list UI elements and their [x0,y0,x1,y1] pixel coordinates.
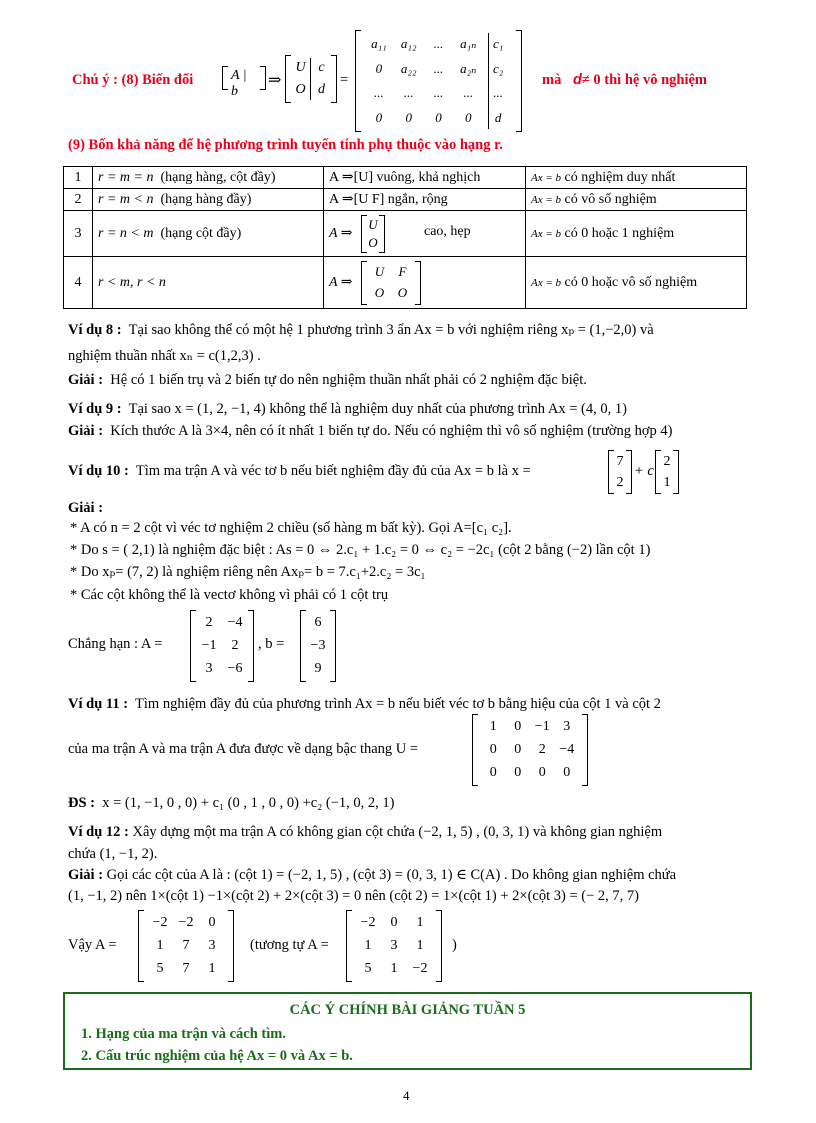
m: 7 [182,937,190,953]
m: 3 [205,660,213,676]
m: 1 [156,937,164,953]
ex8-label: Ví dụ 8 : [68,322,122,338]
cell [526,167,747,189]
vay-label: Vậy A = [68,937,117,953]
uc-matrix [285,55,337,103]
m: 0 [514,741,522,757]
shape-t: cao, hẹp [424,223,471,239]
m: 7 [616,453,624,469]
summary-item: 1. Hạng của ma trận và cách tìm. [81,1026,286,1042]
m: O [374,285,385,300]
m: 0 [435,109,442,125]
ex12-label: Ví dụ 12 : [68,824,129,840]
close-paren: ) [452,937,457,953]
v2-vector [655,450,679,494]
res: Ax = b [531,227,562,240]
ex9-line1 [68,401,627,418]
ex12-text: Xây dựng một ma trận A có không gian cột chứa (−2, 1, 5) , (0, 3, 1) và không gian nghiệm [132,824,663,840]
similar-label: (tương tự A = [250,937,329,953]
ex11-line1 [68,696,661,713]
m: 3 [390,937,398,953]
cond: r = m < n [98,191,154,207]
m: 0 [489,764,497,780]
cell: 3 [64,211,93,257]
m: 2 [616,474,624,490]
m: −1 [201,637,217,653]
table-row [64,167,747,189]
sol-text: Kích thước A là 3×4, nên có ít nhất 1 biến tự do. Nếu có nghiệm thì vô số nghiệm (trường hợp 4) [110,423,673,439]
m: 2 [231,637,239,653]
v1-vector [608,450,632,494]
aug-bar-2 [488,33,489,129]
tail-ma: mà [542,72,562,88]
m: ... [374,85,384,101]
m: −6 [227,660,243,676]
m: −2 [412,960,428,976]
m: U [368,216,378,232]
m: 1 [390,960,398,976]
m: 3 [563,719,571,735]
m: −1 [534,719,550,735]
cell [93,189,324,211]
m: 5 [156,960,164,976]
m: ... [433,85,444,101]
m: 0 [375,60,383,76]
res: Ax = b [531,193,562,206]
m: 1 [663,474,671,490]
sol-label: Giải : [68,867,104,883]
aug-bar [310,58,311,100]
m: 0 [465,109,472,125]
ex10-l3: * Do xₚ= (7, 2) là nghiệm riêng nên Axₚ= b = 7.c₁+2.c₂ = 3c₁ [70,564,426,580]
m: −3 [310,637,326,653]
ex9-sol [68,423,672,440]
cond: r < m, r < n [98,274,166,290]
desc: (hạng hàng đầy) [160,191,252,207]
m: 5 [364,960,372,976]
cell: A ⇒[U F] ngắn, rộng [324,189,526,211]
m: d [494,109,502,125]
ufoo-matrix [361,261,421,305]
arrow-1: ⇒ [268,72,282,89]
cell [526,211,747,257]
ex10-l1: * A có n = 2 cột vì véc tơ nghiệm 2 chiều (số hàng m bất kỳ). Gọi A=[c₁ c₂]. [70,520,512,536]
m: U [295,60,306,75]
ex10-line1 [68,463,531,480]
m: 1 [208,960,216,976]
m: O [397,285,408,300]
shape-wrap [329,259,520,307]
big-matrix [355,30,522,132]
m: −2 [152,915,168,931]
m: 7 [182,960,190,976]
cell [93,257,324,309]
m: O [368,234,378,250]
m: 9 [314,660,322,676]
ex12-sol2: (1, −1, 2) nên 1×(cột 1) −1×(cột 2) + 2×(cột 3) = 0 nên (cột 2) = 1×(cột 1) + 2×(cột 3) = (− 2, 7, 7) [68,888,639,904]
m: c [318,60,325,75]
shape-a: A ⇒ [329,274,353,290]
m: ... [433,36,444,52]
m: c₂ [492,60,504,76]
m: ... [403,85,414,101]
ex10-l2: * Do s = ( 2,1) là nghiệm đặc biệt : As = 0 ⇔ 2.c₁ + 1.c₂ = 0 ⇔ c₂ = −2c₁ (cột 2 bằng (−2) lần cột 1) [70,542,651,558]
cell: A ⇒[U] vuông, khả nghịch [324,167,526,189]
desc: (hạng cột đầy) [160,225,242,241]
m: 2 [663,453,671,469]
m: d [318,82,325,97]
m: 1 [416,937,424,953]
sol-label: Giải : [68,372,104,388]
m: −2 [178,915,194,931]
m: a₁₁ [371,36,387,52]
summary-title: CÁC Ý CHÍNH BÀI GIẢNG TUẦN 5 [289,1002,526,1018]
tail-d: d [572,72,582,88]
m: −4 [227,615,243,631]
plus-c: + c [634,463,654,479]
m: 0 [208,915,216,931]
ex11-line2: của ma trận A và ma trận A đưa được về dạng bậc thang U = [68,741,419,757]
ex11-text: Tìm nghiệm đầy đủ của phương trình Ax = b nếu biết véc tơ b bằng hiệu của cột 1 và cột 2 [135,696,661,712]
res-text: có 0 hoặc vô số nghiệm [564,274,698,290]
uo-matrix [361,215,385,253]
m: −4 [559,741,575,757]
note8-label: Chú ý : (8) Biến đổi [72,72,194,88]
note9: (9) Bốn khả năng để hệ phương trình tuyến tính phụ thuộc vào hạng r. [68,137,503,153]
cell [324,257,526,309]
ex8-sol [68,372,587,389]
table-row [64,189,747,211]
m: 2 [205,615,213,631]
m: 0 [405,109,412,125]
tail-rest: ≠ 0 thì hệ vô nghiệm [581,72,708,88]
A-matrix [190,610,254,682]
A2-matrix [346,910,442,982]
cell: 1 [64,167,93,189]
m: 3 [208,937,216,953]
res: Ax = b [531,276,562,289]
m: O [295,82,306,97]
m: 0 [514,764,522,780]
m: ... [433,60,444,76]
m: 2 [538,741,546,757]
U-matrix [472,714,588,786]
summary-item: 2. Cấu trúc nghiệm của hệ Ax = 0 và Ax = b. [81,1048,353,1064]
sol-label: Giải : [68,423,104,439]
m: 0 [375,109,383,125]
ex8-text: Tại sao không thể có một hệ 1 phương trình 3 ẩn Ax = b với nghiệm riêng xₚ = (1,−2,0) và [128,322,654,338]
m: 6 [314,615,322,631]
summary-box [63,992,752,1070]
cell [526,257,747,309]
b-vector [300,610,336,682]
cell: 4 [64,257,93,309]
desc: (hạng hàng, cột đầy) [160,169,276,185]
ab-text: A | b [231,68,247,99]
ex11-ans [68,795,394,812]
m: 0 [514,719,522,735]
eq-sign: = [340,72,349,88]
m: a₂₂ [400,60,417,76]
m: 1 [416,915,424,931]
ex10-label: Ví dụ 10 : [68,463,129,479]
table-row [64,257,747,309]
ex12-sol [68,867,676,884]
m: ... [493,85,503,101]
m: a₂ₙ [460,60,477,76]
cond: r = n < m [98,225,154,241]
res: Ax = b [531,171,562,184]
res-text: có nghiệm duy nhất [564,169,676,185]
ans-text: x = (1, −1, 0 , 0) + c₁ (0 , 1 , 0 , 0) +c₂ (−1, 0, 2, 1) [102,795,395,811]
shape-a: A ⇒ [329,225,353,241]
m: 0 [563,764,571,780]
cond: r = m = n [98,169,154,185]
cell [324,211,526,257]
ex9-label: Ví dụ 9 : [68,401,122,417]
page-number: 4 [403,1088,410,1103]
ex12-line2: chứa (1, −1, 2). [68,846,158,862]
cell: 2 [64,189,93,211]
cell [93,167,324,189]
res-text: có 0 hoặc 1 nghiệm [564,225,675,241]
ex9-text: Tại sao x = (1, 2, −1, 4) không thể là nghiệm duy nhất của phương trình Ax = (4, 0, 1) [128,401,627,417]
ex11-label: Ví dụ 11 : [68,696,129,712]
cell [93,211,324,257]
m: U [374,264,385,279]
m: a₁ₙ [460,36,477,52]
ex12-line1 [68,824,662,841]
ex8-line1 [68,322,654,339]
ab-bracket [222,66,266,99]
m: 1 [364,937,372,953]
ex10-example-label: Chẳng hạn : A = [68,636,163,652]
sol-text: Hệ có 1 biến trụ và 2 biến tự do nên nghiệm thuần nhất phải có 2 nghiệm đặc biệt. [110,372,587,388]
ex8-line2: nghiệm thuần nhất xₙ = c(1,2,3) . [68,348,261,364]
m: −2 [360,915,376,931]
sol-text: Gọi các cột của A là : (cột 1) = (−2, 1, 5) , (cột 3) = (0, 3, 1) ∈ C(A) . Do không gian nghiệm chứa [106,867,677,883]
m: 0 [489,741,497,757]
b-label: , b = [258,636,285,652]
ans-label: ĐS : [68,795,95,811]
m: ... [463,85,474,101]
m: c₁ [492,36,504,52]
m: 0 [390,915,398,931]
cases-table [63,166,747,309]
m: F [398,264,407,279]
res-text: có vô số nghiệm [564,191,657,207]
shape-wrap [329,213,520,255]
m: 1 [489,719,497,735]
m: a₁₂ [400,36,417,52]
ex10-l4: * Các cột không thể là vectơ không vì phải có 1 cột trụ [70,587,389,603]
A1-matrix [138,910,234,982]
m: 0 [538,764,546,780]
note8-tail [542,72,707,89]
ex10-sol-label: Giải : [68,500,104,516]
table-row [64,211,747,257]
ex10-text: Tìm ma trận A và véc tơ b nếu biết nghiệm đầy đủ của Ax = b là x = [135,463,531,479]
cell [526,189,747,211]
